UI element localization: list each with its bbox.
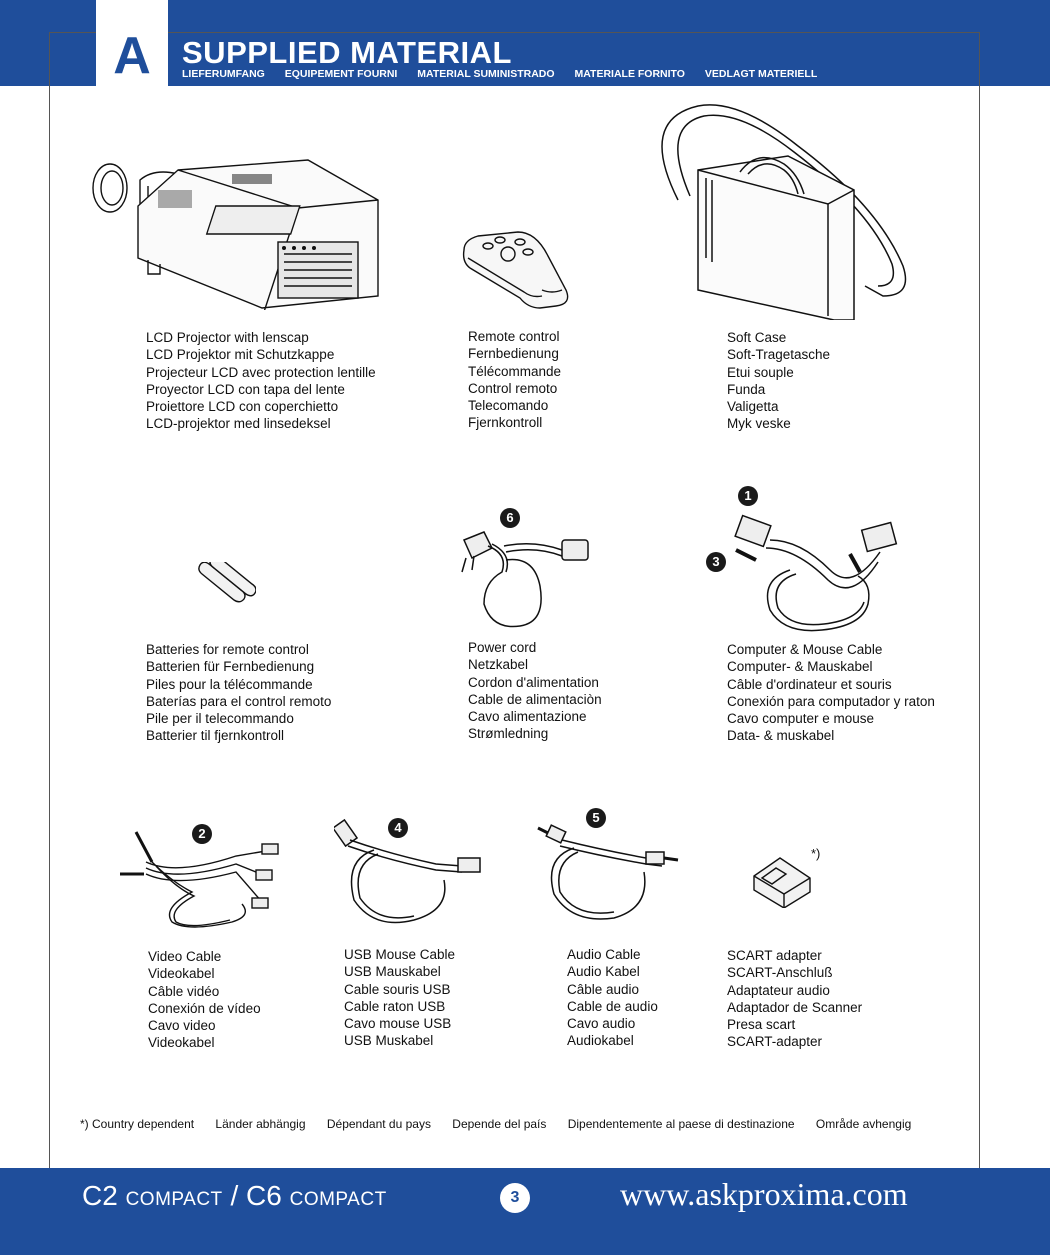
subtitle-fr: EQUIPEMENT FOURNI: [284, 68, 398, 80]
usb-mouse-cable-illustration: [334, 818, 494, 933]
item-number-6: 6: [500, 508, 520, 528]
model-name: C2 COMPACT / C6 COMPACT: [82, 1180, 387, 1211]
projector-illustration: [88, 150, 388, 310]
item-desc-remote: Remote control Fernbedienung Télécommande Control remoto Telecomando Fjernkontroll: [468, 329, 562, 431]
item-desc-computer-cable: Computer & Mouse Cable Computer- & Mauskabel Câble d'ordinateur et souris Conexión para computador y raton Cavo computer e mouse Data- & muskabel: [727, 642, 935, 744]
country-dependent-footnote: *) Country dependent Länder abhängig Dépendant du pays Depende del país Dipendentemente al paese di destinazione Område avhengig: [80, 1117, 912, 1131]
item-desc-batteries: Batteries for remote control Batterien für Fernbedienung Piles pour la télécommande Baterías para el control remoto Pile per il telecommando Batterier til fjernkontroll: [146, 642, 332, 744]
subtitle-no: VEDLAGT MATERIELL: [704, 68, 818, 80]
item-number-3: 3: [706, 552, 726, 572]
section-letter-box: [96, 0, 168, 86]
website-url: www.askproxima.com: [620, 1176, 908, 1212]
scart-country-note: *): [811, 846, 821, 861]
remote-control-illustration: [458, 228, 578, 310]
page-number: 3: [500, 1183, 530, 1213]
soft-case-illustration: [648, 100, 918, 320]
power-cord-illustration: [444, 524, 604, 634]
item-desc-soft-case: Soft Case Soft-Tragetasche Etui souple Funda Valigetta Myk veske: [727, 330, 831, 432]
item-desc-audio-cable: Audio Cable Audio Kabel Câble audio Cable de audio Cavo audio Audiokabel: [567, 947, 658, 1049]
item-number-5: 5: [586, 808, 606, 828]
subtitle-es: MATERIAL SUMINISTRADO: [417, 68, 555, 80]
item-number-1: 1: [738, 486, 758, 506]
subtitle-row: [182, 68, 834, 80]
audio-cable-illustration: [534, 822, 684, 934]
subtitle-de: LIEFERUMFANG: [182, 68, 265, 80]
page-title: SUPPLIED MATERIAL: [182, 35, 512, 70]
subtitle-it: MATERIALE FORNITO: [574, 68, 685, 80]
item-desc-usb-cable: USB Mouse Cable USB Mauskabel Cable souris USB Cable raton USB Cavo mouse USB USB Muskabel: [344, 947, 456, 1049]
item-desc-power-cord: Power cord Netzkabel Cordon d'alimentation Cable de alimentaciòn Cavo alimentazione Strømledning: [468, 640, 602, 742]
item-desc-video-cable: Video Cable Videokabel Câble vidéo Conexión de vídeo Cavo video Videokabel: [148, 949, 261, 1051]
item-number-2: 2: [192, 824, 212, 844]
batteries-illustration: [196, 562, 256, 608]
item-number-4: 4: [388, 818, 408, 838]
item-desc-scart-adapter: SCART adapter SCART-Anschluß Adaptateur audio Adaptador de Scanner Presa scart SCART-adapter: [727, 948, 863, 1050]
computer-mouse-cable-illustration: [730, 510, 910, 635]
item-desc-projector: LCD Projector with lenscap LCD Projektor mit Schutzkappe Projecteur LCD avec protection lentille Proyector LCD con tapa del lente Proiettore LCD con coperchietto LCD-projektor med linsedeksel: [146, 330, 376, 432]
scart-adapter-illustration: [752, 856, 814, 908]
section-letter: A: [113, 27, 151, 85]
